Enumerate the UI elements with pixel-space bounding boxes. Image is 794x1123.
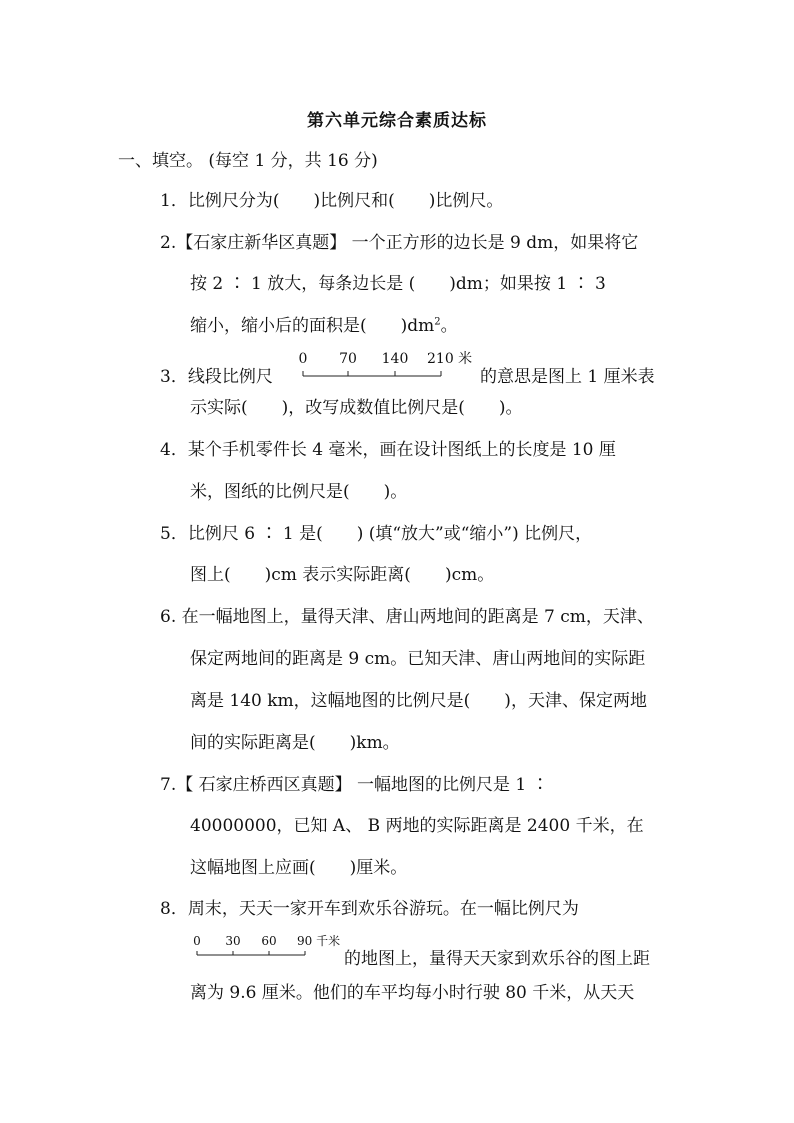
scale-q3-label-0: 0 (298, 351, 308, 367)
question-4-line-2: 米，图纸的比例尺是( )。 (190, 482, 408, 502)
scale-q8-label-0: 0 (193, 934, 201, 948)
page-title: 第六单元综合素质达标 (307, 111, 487, 131)
question-3-line-1a: 3．线段比例尺 (160, 367, 273, 387)
question-2-line-2: 按 2 ∶ 1 放大，每条边长是 ( )dm；如果按 1 ∶ 3 (190, 274, 606, 294)
scale-q8-label-60: 60 (261, 934, 277, 948)
question-8-line-3: 离为 9.6 厘米。他们的车平均每小时行驶 80 千米，从天天 (190, 983, 635, 1003)
section-heading: 一、填空。 (每空 1 分，共 16 分) (118, 151, 378, 171)
question-6-line-4: 间的实际距离是( )km。 (190, 733, 400, 753)
scale-bar-q8 (190, 932, 360, 964)
scale-bar-q3 (294, 346, 494, 386)
question-7-line-1: 7.【 石家庄桥西区真题】 一幅地图的比例尺是 1 ∶ (160, 775, 549, 795)
question-7-line-3: 这幅地图上应画( )厘米。 (190, 858, 408, 878)
question-7-line-2: 40000000，已知 A、 B 两地的实际距离是 2400 千米，在 (190, 816, 644, 836)
question-5-line-1: 5．比例尺 6 ∶ 1 是( ) (填“放大”或“缩小”) 比例尺， (160, 524, 593, 544)
question-8-line-1: 8．周末，天天一家开车到欢乐谷游玩。在一幅比例尺为 (160, 899, 579, 919)
scale-q8-label-90: 90 千米 (297, 934, 341, 948)
question-6-line-1: 6. 在一幅地图上，量得天津、唐山两地间的距离是 7 cm，天津、 (160, 607, 654, 627)
question-3-line-1b: 的意思是图上 1 厘米表 (480, 367, 655, 387)
question-2-line-3-end: 。 (440, 316, 458, 336)
question-8-line-2: 的地图上，量得天天家到欢乐谷的图上距 (344, 949, 650, 969)
superscript-2: 2 (434, 316, 441, 328)
question-2-line-1: 2.【石家庄新华区真题】 一个正方形的边长是 9 dm，如果将它 (160, 233, 639, 253)
question-3-line-2: 示实际( )，改写成数值比例尺是( )。 (190, 398, 523, 418)
question-2-line-3 (190, 315, 458, 337)
scale-q3-label-210: 210 米 (427, 351, 473, 367)
question-6-line-3: 离是 140 km，这幅地图的比例尺是( )，天津、保定两地 (190, 691, 647, 711)
question-4-line-1: 4．某个手机零件长 4 毫米，画在设计图纸上的长度是 10 厘 (160, 440, 616, 460)
question-5-line-2: 图上( )cm 表示实际距离( )cm。 (190, 565, 495, 585)
question-1: 1．比例尺分为( )比例尺和( )比例尺。 (160, 191, 504, 211)
scale-q3-label-70: 70 (339, 351, 357, 367)
scale-q3-label-140: 140 (381, 351, 409, 367)
question-2-line-3-text: 缩小，缩小后的面积是( )dm (190, 316, 435, 336)
question-6-line-2: 保定两地间的距离是 9 cm。已知天津、唐山两地间的实际距 (190, 649, 646, 669)
scale-q8-label-30: 30 (225, 934, 241, 948)
